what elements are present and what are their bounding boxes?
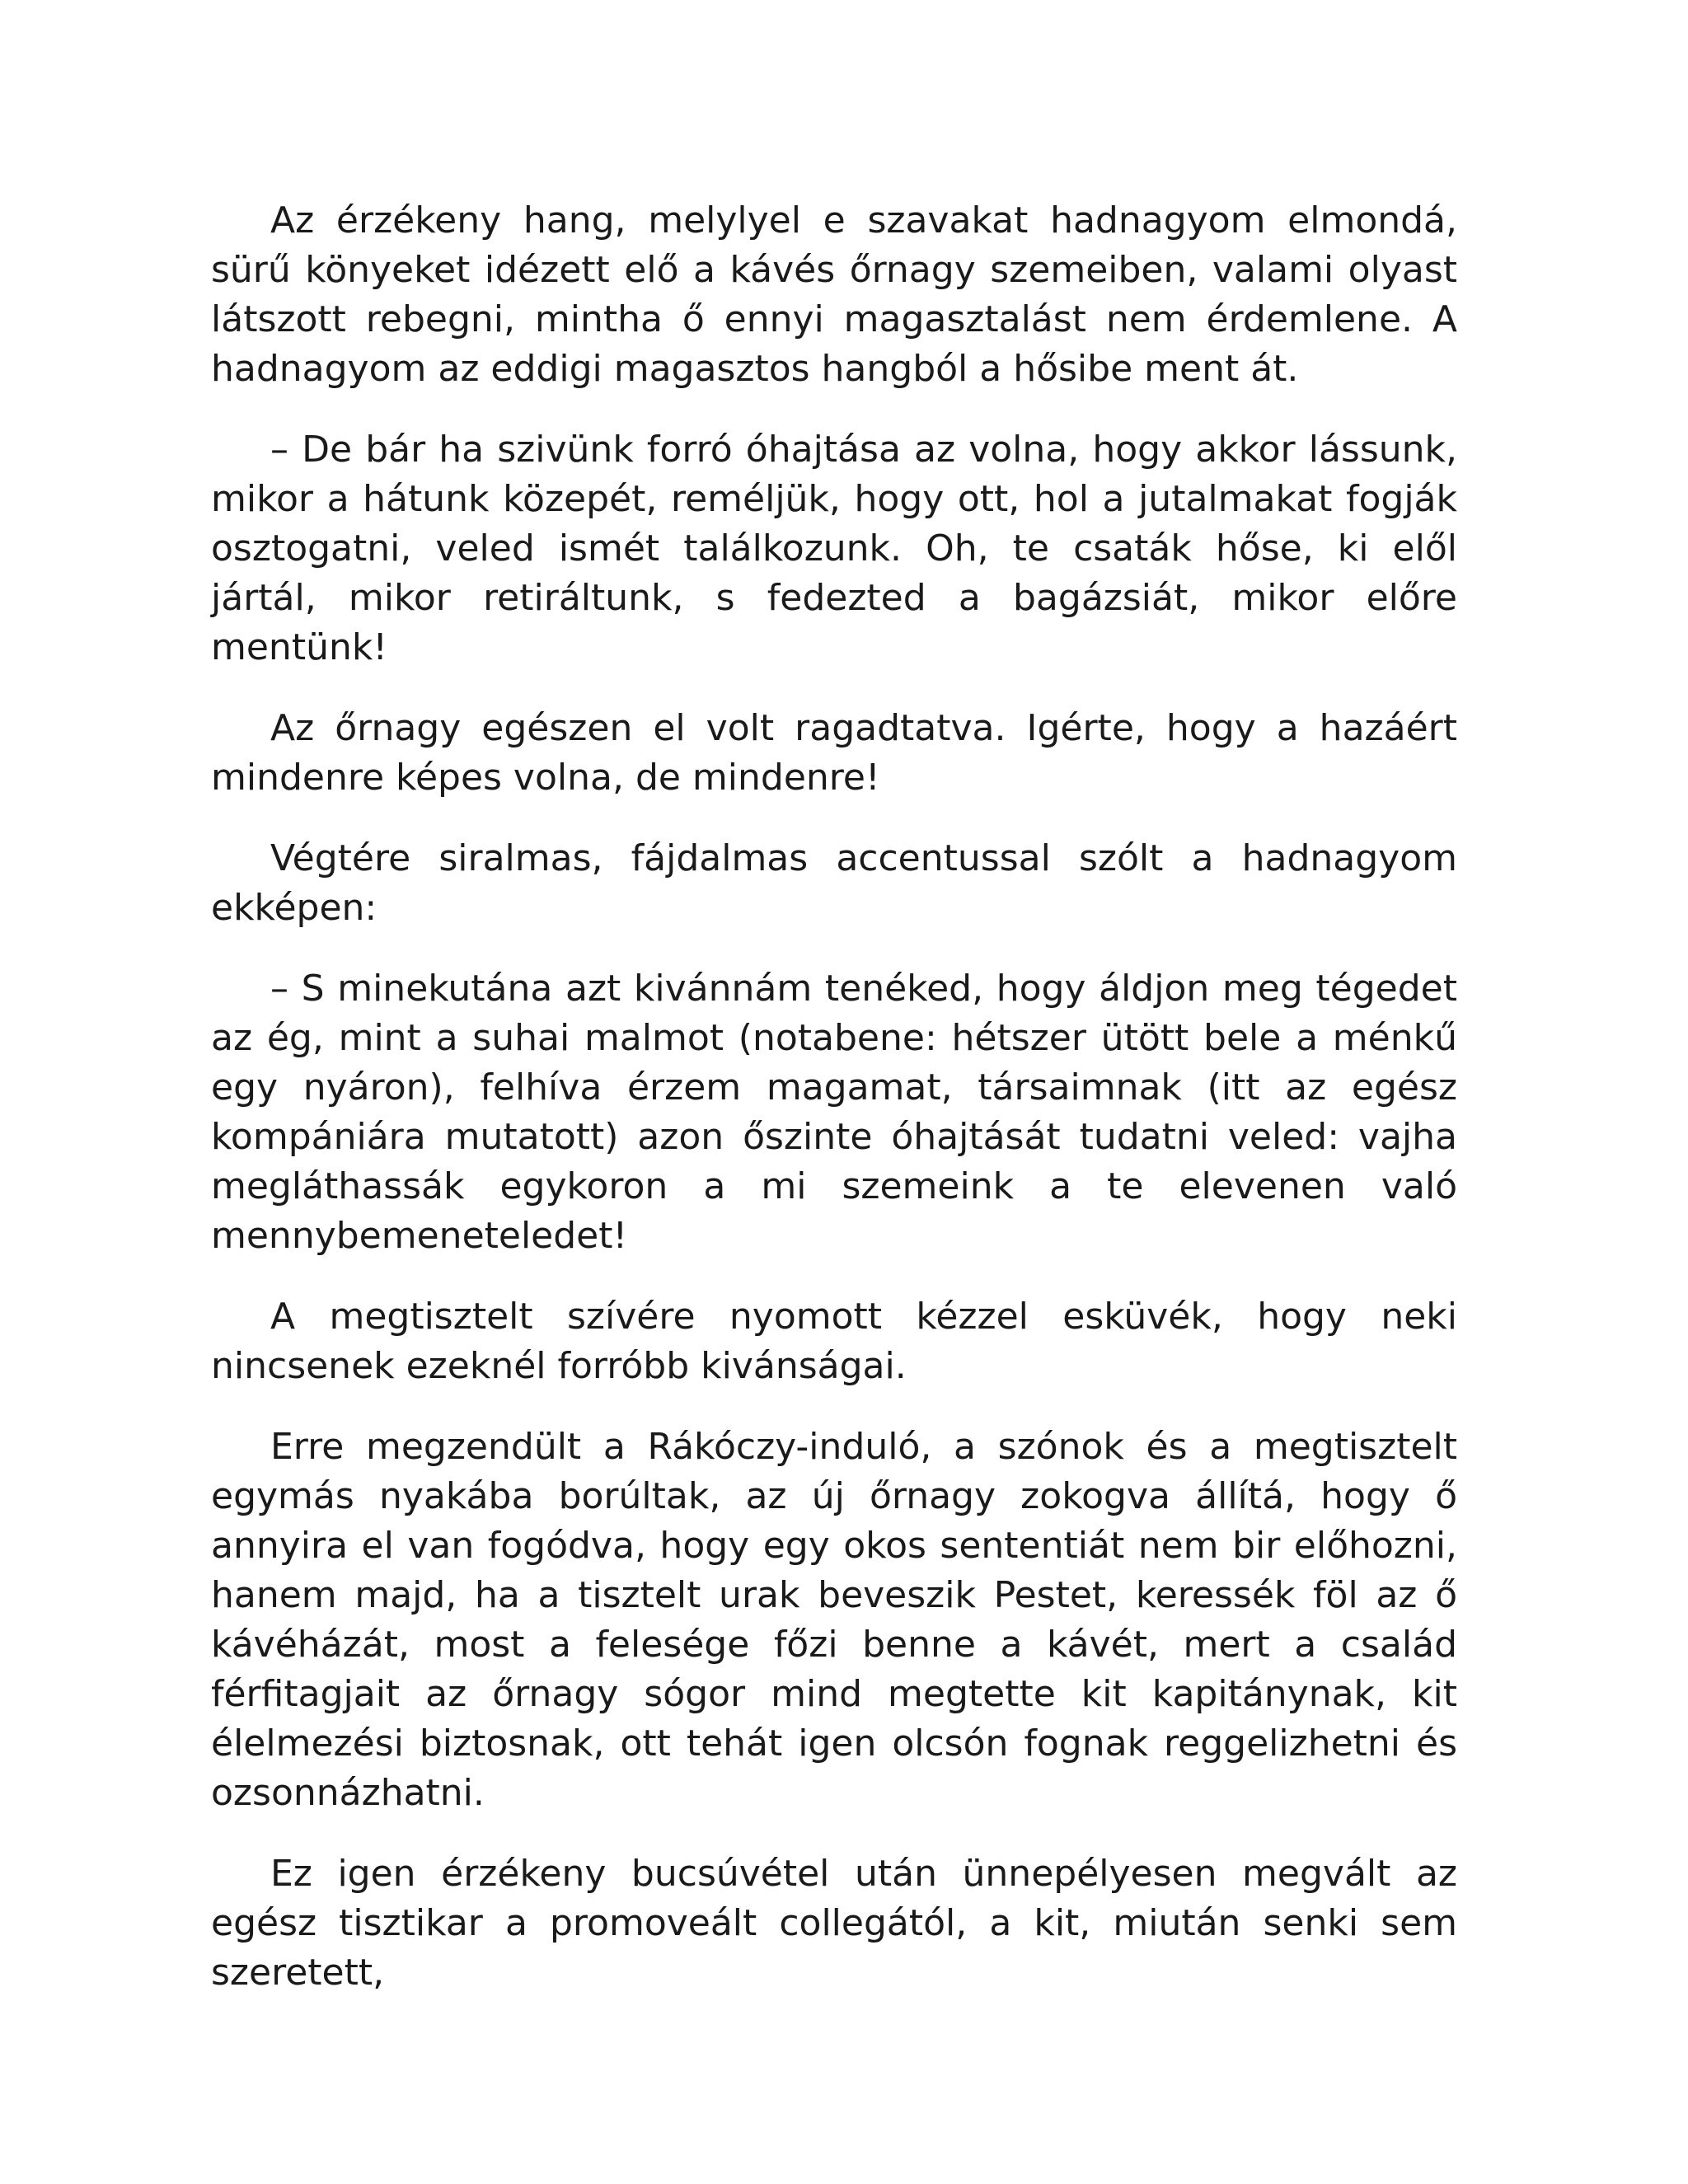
paragraph-2: – De bár ha szivünk forró óhajtása az volna, hogy akkor lássunk, mikor a hátunk közepét, reméljük, hogy ott, hol a jutalmakat fogják osztogatni, veled ismét találkozunk. Oh, te csaták hőse, ki elől jártál, mikor retiráltunk, s fedezted a bagázsiát, mikor előre mentünk!	[211, 429, 1457, 668]
paragraph-7: Erre megzendült a Rákóczy-induló, a szónok és a megtisztelt egymás nyakába borúltak, az új őrnagy zokogva állítá, hogy ő annyira el van fogódva, hogy egy okos sententiát nem bir előhozni, hanem majd, ha a tisztelt urak beveszik Pestet, keressék föl az ő kávéházát, most a felesége főzi benne a kávét, mert a család férfitagjait az őrnagy sógor mind megtette kit kapitánynak, kit élelmezési biztosnak, ott tehát igen olcsón fognak reggelizhetni és ozsonnázhatni.	[211, 1426, 1457, 1814]
paragraph-3: Az őrnagy egészen el volt ragadtatva. Igérte, hogy a hazáért mindenre képes volna, de mindenre!	[211, 707, 1457, 799]
paragraph-8: Ez igen érzékeny bucsúvétel után ünnepélyesen megvált az egész tisztikar a promoveált collegától, a kit, miután senki sem szeretett,	[211, 1853, 1457, 1994]
paragraph-5: – S minekutána azt kivánnám tenéked, hogy áldjon meg tégedet az ég, mint a suhai malmot (notabene: hétszer ütött bele a ménkű egy nyáron), felhíva érzem magamat, társaimnak (itt az egész kompániára mutatott) azon őszinte óhajtását tudatni veled: vajha megláthassák egykoron a mi szemeink a te elevenen való mennybemeneteledet!	[211, 968, 1457, 1257]
paragraph-1: Az érzékeny hang, melylyel e szavakat hadnagyom elmondá, sürű könyeket idézett elő a kávés őrnagy szemeiben, valami olyast látszott rebegni, mintha ő ennyi magasztalást nem érdemlene. A hadnagyom az eddigi magasztos hangból a hősibe ment át.	[211, 199, 1457, 390]
paragraph-4: Végtére siralmas, fájdalmas accentussal szólt a hadnagyom ekképen:	[211, 837, 1457, 929]
document-page	[211, 196, 1457, 1998]
paragraph-6: A megtisztelt szívére nyomott kézzel esküvék, hogy neki nincsenek ezeknél forróbb kivánságai.	[211, 1296, 1457, 1387]
